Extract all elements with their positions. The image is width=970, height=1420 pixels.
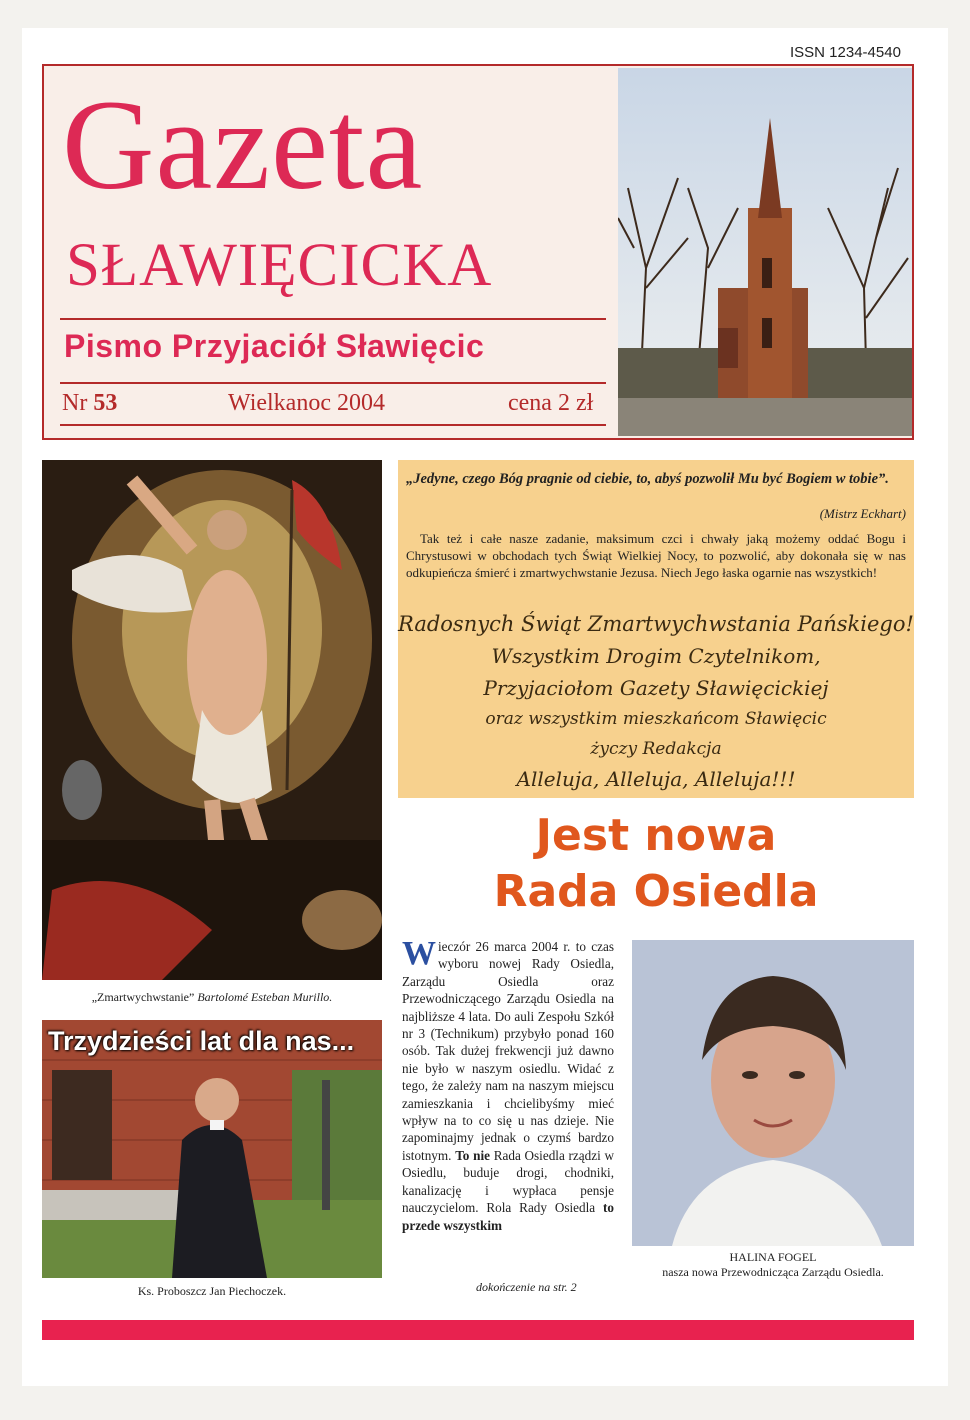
priest-caption: Ks. Proboszcz Jan Piechoczek. <box>137 1284 287 1298</box>
masthead <box>42 64 914 440</box>
drop-cap: W <box>402 935 436 972</box>
wish-line: Wszystkim Drogim Czytelnikom, <box>491 644 821 668</box>
wish-line: Przyjaciołom Gazety Sławięcickiej <box>483 676 829 700</box>
quote-text: „Jedyne, czego Bóg pragnie od ciebie, to, abyś pozwolił Mu być Bogiem w tobie”. <box>406 471 889 487</box>
masthead-title-block <box>44 66 616 438</box>
newspaper-title-sub: SŁAWIĘCICKA <box>66 232 493 299</box>
issn-number: ISSN 1234-4540 <box>790 44 901 61</box>
newspaper-subtitle: Pismo Przyjaciół Sławięcic <box>64 328 485 364</box>
portrait-caption: HALINA FOGEL nasza nowa Przewodnicząca Zarządu Osiedla. <box>662 1250 884 1279</box>
greeting-body: Tak też i całe nasze zadanie, maksimum czci i chwały jaką możemy oddać Bogu i Chrystusowi w obchodach tych Świąt Wielkiej Nocy, to pozwolić, aby dokonała się w nas odkupieńcza śmierć i zmartwychwstanie Jezusa. Niech Jego łaska ogarnie nas wszystkich! <box>406 531 906 580</box>
thirty-years-title: Trzydzieści lat dla nas... <box>48 1026 355 1056</box>
quote-author: (Mistrz Eckhart) <box>819 506 906 521</box>
continued-link[interactable]: dokończenie na str. 2 <box>476 1280 577 1294</box>
article-body: Wieczór 26 marca 2004 r. to czas wyboru nowej Rady Osiedla, Zarządu Osiedla oraz Przewodniczącego Zarządu Osiedla na najbliższe 4 lata. Do auli Zespołu Szkół nr 3 (Technikum) przybyło ponad 160 osób. Tak dużej frekwencji już dawno nie było w naszym osiedlu. Widać z tego, że zależy nam na naszym miejscu zamieszkania i chcielibyśmy mieć wpływ na to co się u nas dzieje. Nie zapominajmy jednak o czymś bardzo istotnym. To nie Rada Osiedla rządzi w Osiedlu, buduje drogi, chodniki, kanalizację i wypłaca pensje nauczycielom. Rola Rady Osiedla to przede wszystkim <box>402 935 615 1233</box>
wish-line: Alleluja, Alleluja, Alleluja!!! <box>516 767 796 791</box>
church-photo <box>618 68 912 436</box>
footer-bar <box>42 1320 914 1340</box>
painting-caption: „Zmartwychwstanie” Bartolomé Esteban Murillo. <box>91 990 333 1004</box>
wish-line: życzy Redakcja <box>590 739 722 759</box>
issue-number: Nr 53 <box>62 390 118 416</box>
priest-photo <box>42 1020 382 1278</box>
resurrection-painting <box>42 460 382 980</box>
article-headline: Jest nowa Rada Osiedla <box>493 810 819 917</box>
wish-line: Radosnych Świąt Zmartwychwstania Pańskiego! <box>398 612 914 636</box>
issue-edition: Wielkanoc 2004 <box>228 390 385 416</box>
easter-greeting-box <box>398 460 914 798</box>
divider <box>60 424 606 426</box>
divider <box>60 382 606 384</box>
halina-fogel-photo <box>632 940 914 1246</box>
issue-price: cena 2 zł <box>508 390 594 416</box>
easter-wishes <box>398 608 914 794</box>
divider <box>60 318 606 320</box>
wish-line: oraz wszystkim mieszkańcom Sławięcic <box>485 709 827 729</box>
newspaper-title: Gazeta <box>62 74 424 216</box>
